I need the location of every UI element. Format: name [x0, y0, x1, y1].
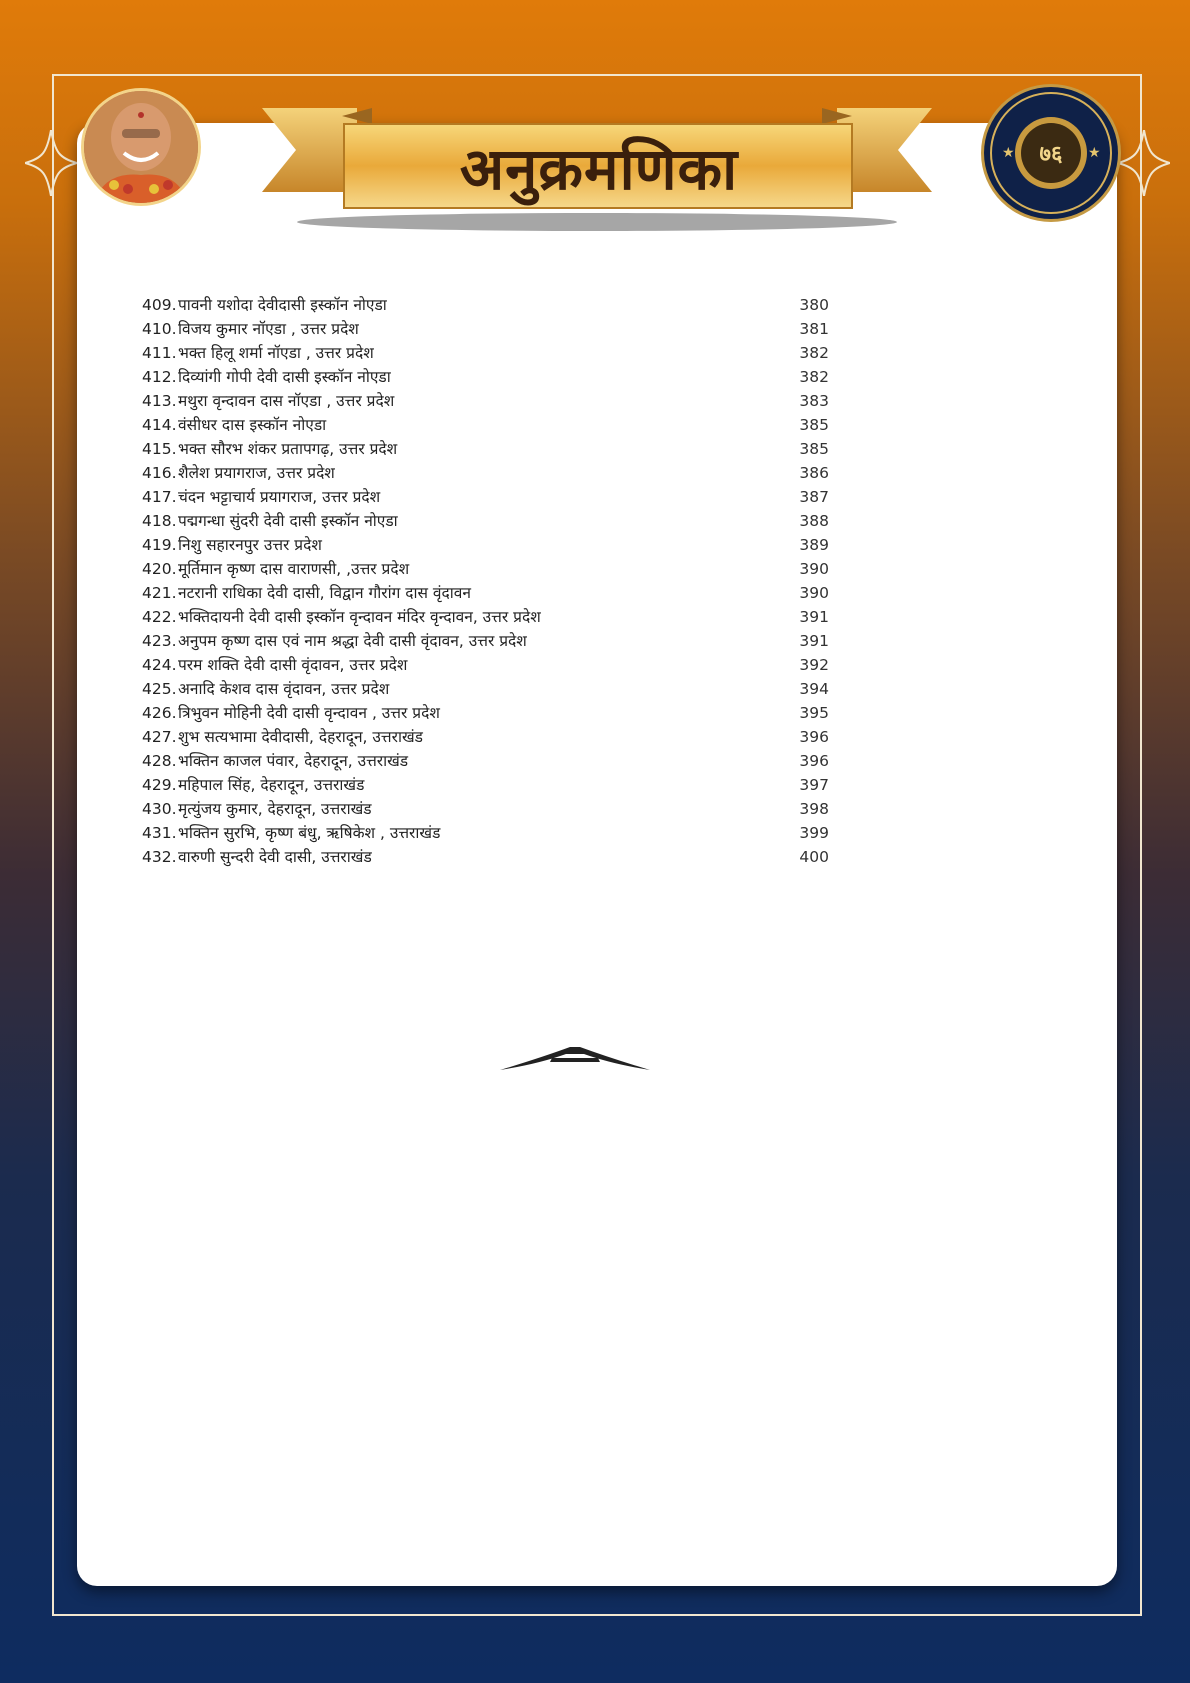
entry-number: 412.: [142, 368, 177, 386]
entry-number: 428.: [142, 752, 177, 770]
toc-entry[interactable]: [142, 389, 832, 413]
entry-number: 418.: [142, 512, 177, 530]
entry-page-number: 394: [799, 680, 829, 698]
toc-entry[interactable]: [142, 725, 832, 749]
toc-entry[interactable]: [142, 485, 832, 509]
entry-number: 430.: [142, 800, 177, 818]
toc-entry[interactable]: [142, 797, 832, 821]
toc-entry[interactable]: [142, 773, 832, 797]
entry-title: नटरानी राधिका देवी दासी, विद्वान गौरांग दास वृंदावन: [178, 584, 472, 602]
entry-page-number: 398: [799, 800, 829, 818]
svg-text:★: ★: [1088, 145, 1101, 161]
entry-page-number: 396: [799, 752, 829, 770]
toc-entry[interactable]: [142, 461, 832, 485]
entry-title: चंदन भट्टाचार्य प्रयागराज, उत्तर प्रदेश: [178, 488, 381, 506]
entry-page-number: 395: [799, 704, 829, 722]
entry-page-number: 397: [799, 776, 829, 794]
svg-text:७६: ७६: [1039, 141, 1063, 167]
entry-title: परम शक्ति देवी दासी वृंदावन, उत्तर प्रदेश: [178, 656, 408, 674]
toc-entry[interactable]: [142, 701, 832, 725]
entry-title: अनुपम कृष्ण दास एवं नाम श्रद्धा देवी दासी वृंदावन, उत्तर प्रदेश: [178, 632, 527, 650]
entry-page-number: 380: [799, 296, 829, 314]
toc-entry[interactable]: [142, 293, 832, 317]
toc-entry[interactable]: [142, 437, 832, 461]
entry-title: पावनी यशोदा देवीदासी इस्कॉन नोएडा: [178, 296, 387, 314]
entry-number: 410.: [142, 320, 177, 338]
entry-title: वंसीधर दास इस्कॉन नोएडा: [178, 416, 327, 434]
toc-entry[interactable]: [142, 581, 832, 605]
entry-number: 423.: [142, 632, 177, 650]
toc-entry[interactable]: [142, 533, 832, 557]
entry-title: मृत्युंजय कुमार, देहरादून, उत्तराखंड: [178, 800, 372, 818]
entry-title: शुभ सत्यभामा देवीदासी, देहरादून, उत्तराखंड: [178, 728, 423, 746]
entry-title: निशु सहारनपुर उत्तर प्रदेश: [178, 536, 322, 554]
entry-number: 431.: [142, 824, 177, 842]
decorative-arch-divider: [500, 1044, 650, 1072]
entry-title: भक्त हिलू शर्मा नॉएडा , उत्तर प्रदेश: [178, 344, 374, 362]
entry-page-number: 388: [799, 512, 829, 530]
toc-entry[interactable]: [142, 317, 832, 341]
entry-page-number: 389: [799, 536, 829, 554]
entry-page-number: 400: [799, 848, 829, 866]
entry-title: मूर्तिमान कृष्ण दास वाराणसी, ,उत्तर प्रदेश: [178, 560, 410, 578]
entry-page-number: 381: [799, 320, 829, 338]
toc-entry[interactable]: [142, 557, 832, 581]
entry-page-number: 390: [799, 560, 829, 578]
entry-page-number: 399: [799, 824, 829, 842]
entry-title: महिपाल सिंह, देहरादून, उत्तराखंड: [178, 776, 365, 794]
entry-number: 425.: [142, 680, 177, 698]
toc-entry[interactable]: [142, 605, 832, 629]
guru-portrait-photo: [81, 88, 201, 206]
entry-page-number: 390: [799, 584, 829, 602]
toc-entry[interactable]: [142, 845, 832, 869]
entry-number: 416.: [142, 464, 177, 482]
entry-title: पद्मगन्धा सुंदरी देवी दासी इस्कॉन नोएडा: [178, 512, 398, 530]
entry-title: भक्त सौरभ शंकर प्रतापगढ़, उत्तर प्रदेश: [178, 440, 398, 458]
entry-title: विजय कुमार नॉएडा , उत्तर प्रदेश: [178, 320, 359, 338]
entry-title: मथुरा वृन्दावन दास नॉएडा , उत्तर प्रदेश: [178, 392, 395, 410]
entry-number: 415.: [142, 440, 177, 458]
entry-number: 426.: [142, 704, 177, 722]
entry-number: 429.: [142, 776, 177, 794]
corner-star-ornament-right: [1118, 130, 1170, 196]
toc-entry[interactable]: [142, 653, 832, 677]
toc-entry[interactable]: [142, 677, 832, 701]
entry-number: 409.: [142, 296, 177, 314]
entry-page-number: 383: [799, 392, 829, 410]
toc-entry[interactable]: [142, 365, 832, 389]
entry-number: 419.: [142, 536, 177, 554]
entry-number: 417.: [142, 488, 177, 506]
entry-page-number: 387: [799, 488, 829, 506]
entry-title: भक्तिन सुरभि, कृष्ण बंधु, ऋषिकेश , उत्तराखंड: [178, 824, 441, 842]
toc-entry[interactable]: [142, 341, 832, 365]
table-of-contents: [142, 293, 832, 869]
entry-title: शैलेश प्रयागराज, उत्तर प्रदेश: [178, 464, 335, 482]
entry-number: 411.: [142, 344, 177, 362]
entry-page-number: 386: [799, 464, 829, 482]
toc-entry[interactable]: [142, 509, 832, 533]
entry-page-number: 396: [799, 728, 829, 746]
entry-title: त्रिभुवन मोहिनी देवी दासी वृन्दावन , उत्तर प्रदेश: [178, 704, 440, 722]
entry-number: 427.: [142, 728, 177, 746]
entry-number: 422.: [142, 608, 177, 626]
entry-number: 421.: [142, 584, 177, 602]
entry-number: 432.: [142, 848, 177, 866]
entry-page-number: 385: [799, 440, 829, 458]
entry-number: 413.: [142, 392, 177, 410]
vyasa-puja-seal-logo: [981, 84, 1121, 222]
entry-title: भक्तिदायनी देवी दासी इस्कॉन वृन्दावन मंदिर वृन्दावन, उत्तर प्रदेश: [178, 608, 541, 626]
entry-page-number: 391: [799, 632, 829, 650]
corner-star-ornament-left: [25, 130, 77, 196]
entry-number: 420.: [142, 560, 177, 578]
entry-page-number: 382: [799, 368, 829, 386]
svg-text:★: ★: [1002, 145, 1015, 161]
entry-title: अनादि केशव दास वृंदावन, उत्तर प्रदेश: [178, 680, 390, 698]
entry-number: 414.: [142, 416, 177, 434]
toc-entry[interactable]: [142, 629, 832, 653]
entry-title: भक्तिन काजल पंवार, देहरादून, उत्तराखंड: [178, 752, 409, 770]
toc-entry[interactable]: [142, 821, 832, 845]
entry-page-number: 385: [799, 416, 829, 434]
toc-entry[interactable]: [142, 749, 832, 773]
entry-page-number: 391: [799, 608, 829, 626]
page-title: अनुक्रमणिका: [459, 134, 739, 203]
entry-page-number: 392: [799, 656, 829, 674]
toc-entry[interactable]: [142, 413, 832, 437]
entry-title: दिव्यांगी गोपी देवी दासी इस्कॉन नोएडा: [178, 368, 391, 386]
entry-page-number: 382: [799, 344, 829, 362]
entry-title: वारुणी सुन्दरी देवी दासी, उत्तराखंड: [178, 848, 372, 866]
entry-number: 424.: [142, 656, 177, 674]
